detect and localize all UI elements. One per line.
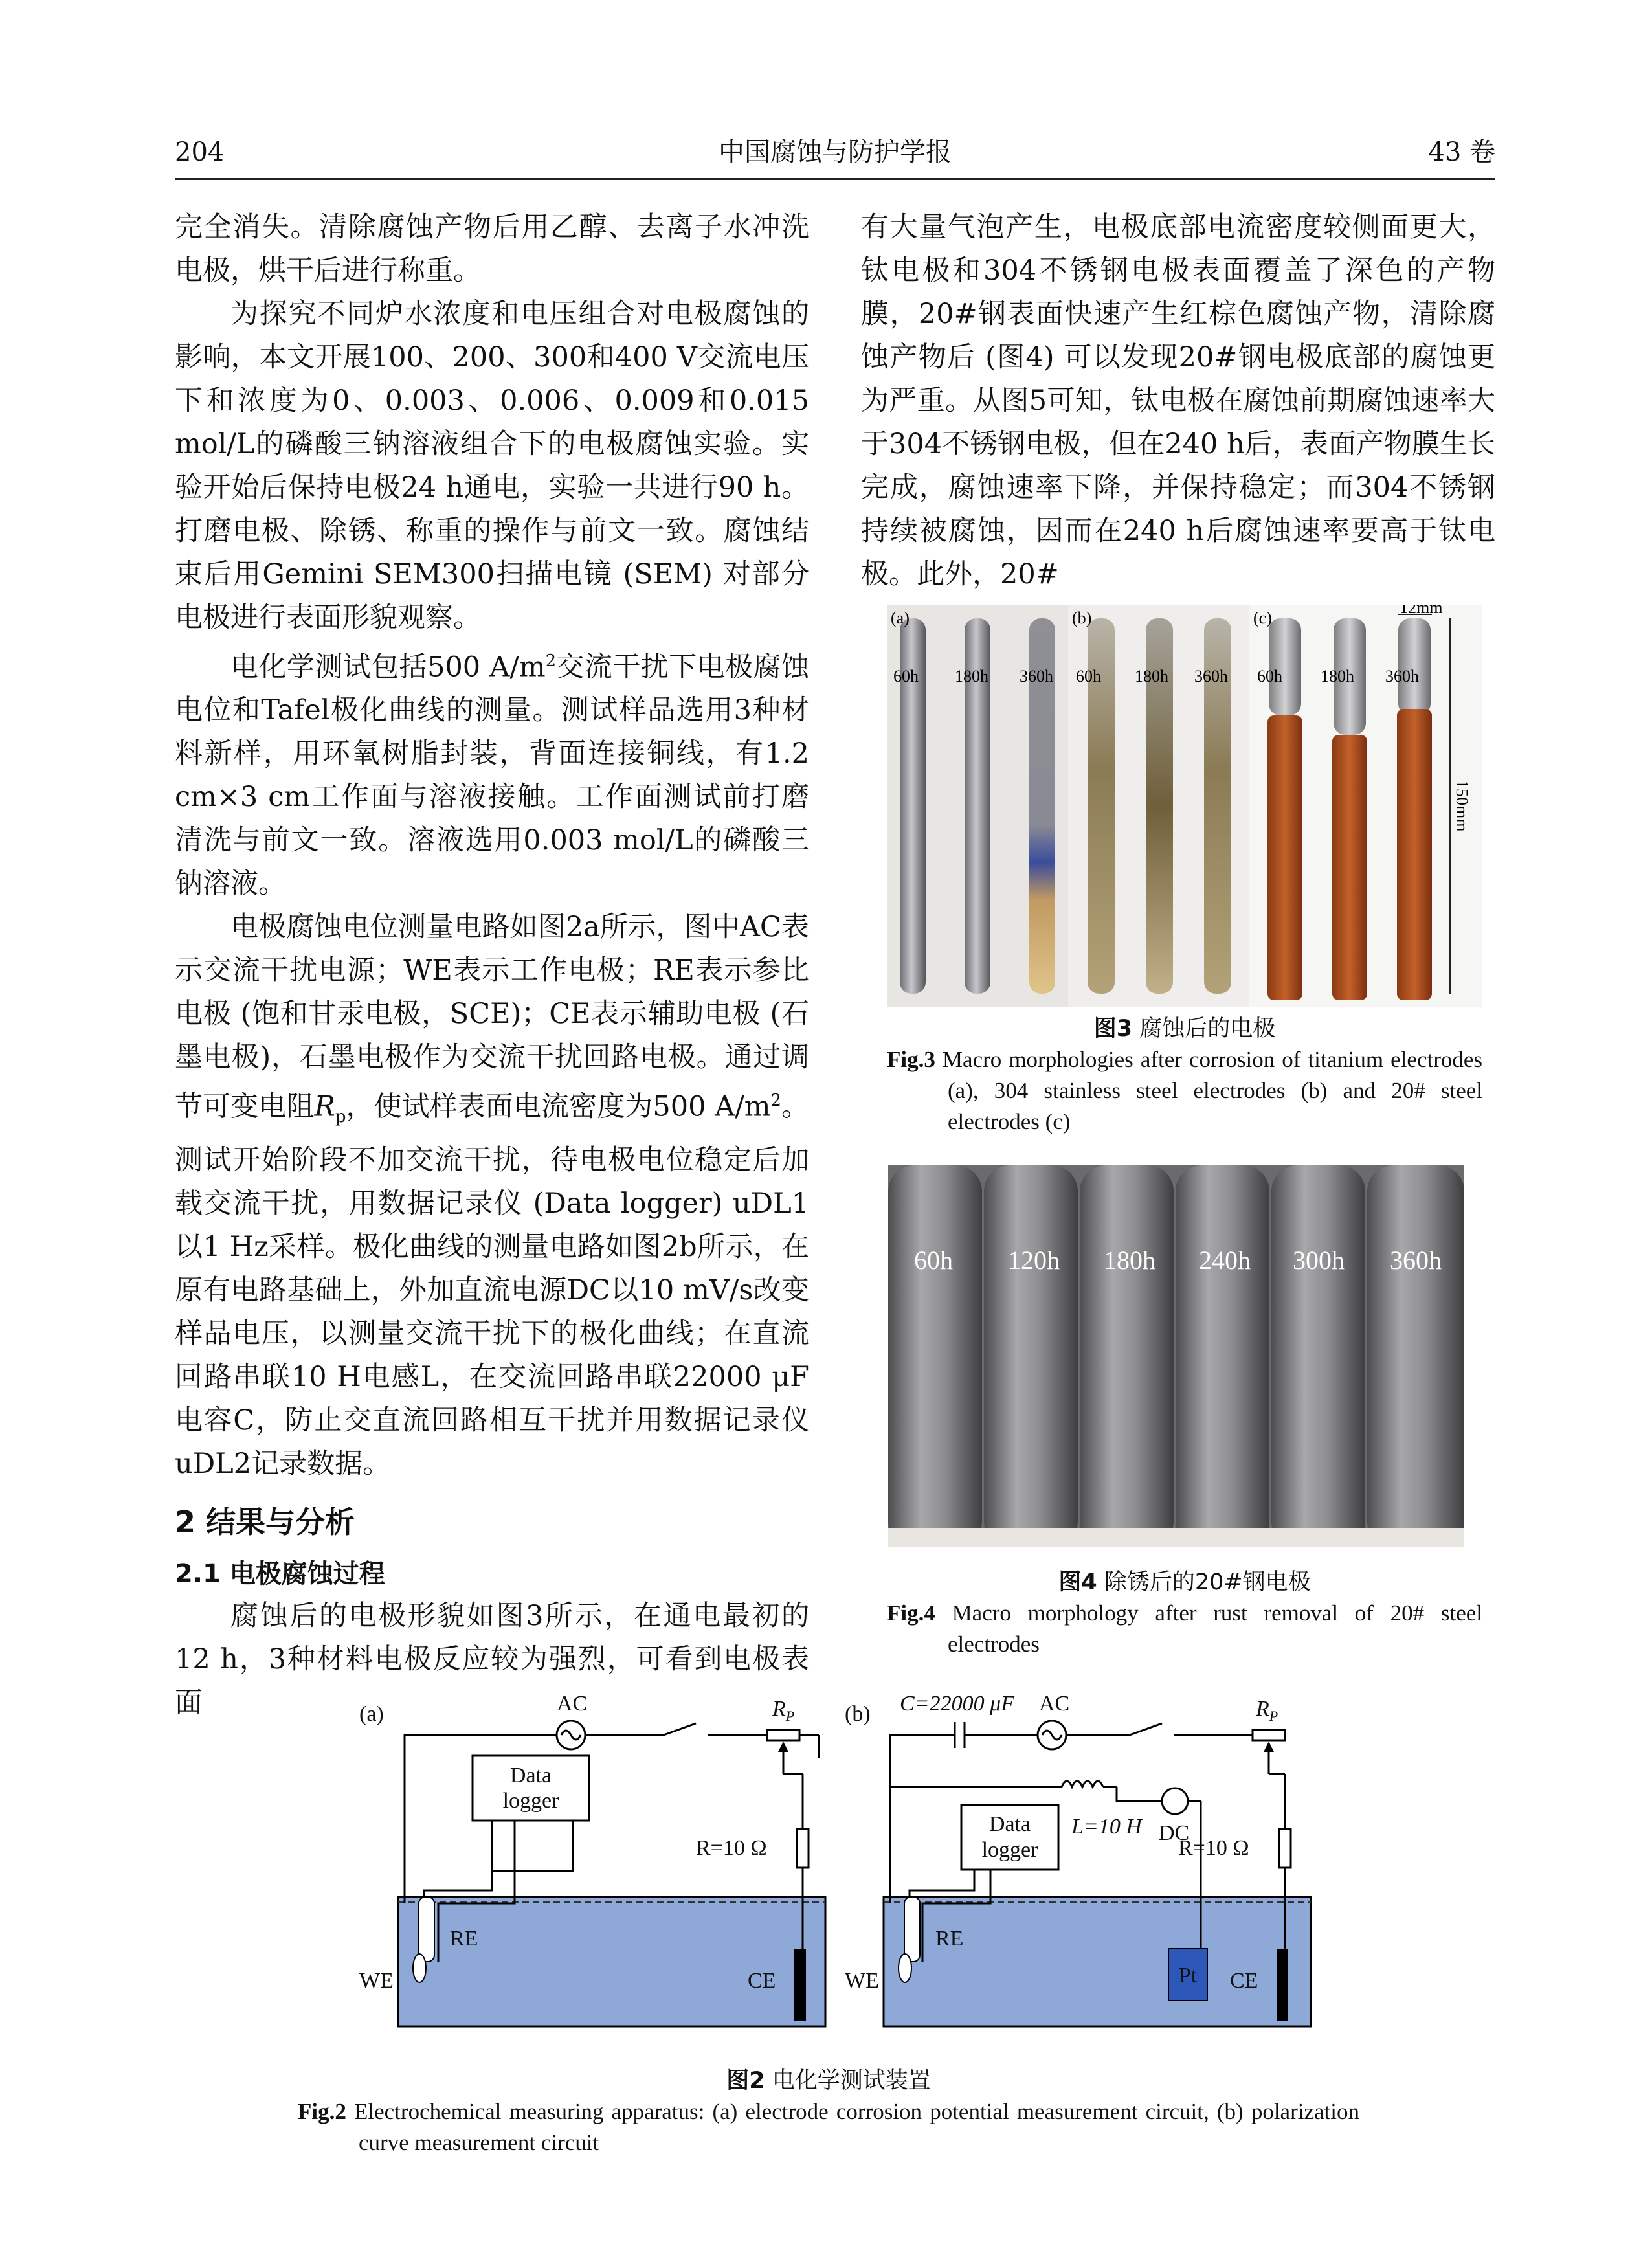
caption-en: [298, 2096, 1359, 2158]
rp-symbol: R: [1256, 1697, 1269, 1721]
ac-label: AC: [1039, 1692, 1070, 1716]
panel-label: (c): [1253, 609, 1272, 627]
rod-label: 300h: [1293, 1246, 1345, 1275]
caption-en: [887, 1044, 1482, 1138]
rod-label: 360h: [1194, 667, 1228, 686]
superscript: 2: [770, 1091, 781, 1111]
pt-label: Pt: [1178, 1964, 1198, 1988]
caption-text: Macro morphology after rust removal of 20# steel electrodes: [948, 1600, 1482, 1657]
symbol: R: [314, 1090, 335, 1123]
figure-2-diagram: [353, 1683, 1363, 2046]
rod-label: 360h: [1390, 1246, 1442, 1275]
panel-label: (a): [891, 609, 910, 627]
rp-label: [772, 1697, 794, 1724]
we-label: WE: [845, 1969, 879, 1993]
panel-label: (a): [359, 1702, 384, 1726]
caption-label: Fig.4: [887, 1600, 935, 1626]
caption-label: 图3: [1093, 1016, 1133, 1042]
paragraph: [175, 640, 809, 906]
running-header: [175, 133, 1495, 178]
rod-label: 360h: [1385, 667, 1419, 686]
section-heading: 2 结果与分析: [175, 1505, 355, 1540]
ce-label: CE: [1230, 1969, 1258, 1993]
journal-title: 中国腐蚀与防护学报: [719, 137, 952, 167]
rod-label: 180h: [955, 667, 988, 686]
text-run: ，使试样表面电流密度为500 A/m: [346, 1090, 771, 1123]
caption-cn: [887, 1013, 1482, 1044]
text-run: 电极腐蚀电位测量电路如图2a所示，图中AC表示交流干扰电源；WE表示工作电极；RE表示参比电极 (饱和甘汞电极，SCE)；CE表示辅助电极 (石墨电极)，石墨电极作为交流干扰回路电极。通过调节可变电阻: [175, 911, 809, 1123]
page-number: 204: [175, 137, 225, 167]
rod-label: 60h: [1257, 667, 1282, 686]
text-run: 电化学测试包括500 A/m: [230, 651, 546, 684]
panel-label: (b): [845, 1702, 871, 1726]
panel-label: (b): [1072, 609, 1092, 627]
caption-text: 电化学测试装置: [772, 2068, 931, 2094]
electrode-photo-illustration: [887, 605, 1482, 1007]
paragraph: 腐蚀后的电极形貌如图3所示，在通电最初的12 h，3种材料电极反应较为强烈，可看到电极表面: [175, 1600, 809, 1720]
paragraph: 完全消失。清除腐蚀产物后用乙醇、去离子水冲洗电极，烘干后进行称重。: [175, 211, 809, 287]
width-scale-label: 12mm: [1400, 605, 1443, 617]
rod-label: 180h: [1321, 667, 1354, 686]
rod-label: 240h: [1199, 1246, 1251, 1275]
caption-en: [887, 1598, 1482, 1660]
rod-label: 60h: [893, 667, 919, 686]
rp-subscript: P: [1269, 1708, 1278, 1724]
re-label: RE: [935, 1927, 964, 1951]
caption-cn: [887, 1567, 1482, 1598]
figure-2-caption: [298, 2065, 1359, 2158]
text-run: 。测试开始阶段不加交流干扰，待电极电位稳定后加载交流干扰，用数据记录仪 (Data logger) uDL1 以1 Hz采样。极化曲线的测量电路如图2b所示，在原有电路基础上，外加直流电源DC以10 mV/s改变样品电压，以测量交流干扰下的极化曲线；在直流回路串联10 H电感L，在交流回路串联22000 μF电容C，防止交直流回路相互干扰并用数据记录仪uDL2记录数据。: [175, 1090, 810, 1481]
logger-label: logger: [981, 1838, 1038, 1862]
subscript: p: [335, 1107, 346, 1127]
caption-label: 图4: [1058, 1569, 1097, 1595]
caption-label: Fig.3: [887, 1047, 935, 1072]
caption-text: 腐蚀后的电极: [1139, 1016, 1276, 1042]
left-column: [175, 206, 809, 1725]
resistor-label: R=10 Ω: [696, 1836, 767, 1860]
caption-cn: [298, 2065, 1359, 2096]
caption-label: Fig.2: [298, 2099, 346, 2124]
superscript: 2: [545, 651, 557, 671]
text-run: 交流干扰下电极腐蚀电位和Tafel极化曲线的测量。测试样品选用3种材料新样，用环氧树脂封装，背面连接铜线，有1.2 cm×3 cm工作面与溶液接触。工作面测试前打磨清洗与前文一致。溶液选用0.003 mol/L的磷酸三钠溶液。: [175, 651, 809, 901]
derusted-electrode-photo-illustration: [888, 1165, 1464, 1547]
ce-label: CE: [748, 1969, 776, 1993]
we-label: WE: [359, 1969, 394, 1993]
logger-label: Data: [988, 1812, 1031, 1836]
paragraph: [175, 906, 809, 1486]
rod-label: 180h: [1135, 667, 1168, 686]
resistor-label: R=10 Ω: [1178, 1836, 1249, 1860]
figure-3-photo: [887, 605, 1482, 1007]
rod-label: 60h: [1076, 667, 1101, 686]
rod-label: 180h: [1104, 1246, 1155, 1275]
paragraph: 为探究不同炉水浓度和电压组合对电极腐蚀的影响，本文开展100、200、300和400 V交流电压下和浓度为0、0.003、0.006、0.009和0.015 mol/L的磷酸三钠溶液组合下的电极腐蚀实验。实验开始后保持电极24 h通电，实验一共进行90 h。打磨电极、除锈、称重的操作与前文一致。腐蚀结束后用Gemini SEM300扫描电镜 (SEM) 对部分电极进行表面形貌观察。: [175, 298, 809, 634]
dc-label: DC: [1159, 1821, 1190, 1845]
ac-label: AC: [557, 1692, 588, 1716]
logger-label: logger: [502, 1789, 559, 1813]
paragraph: 有大量气泡产生，电极底部电流密度较侧面更大，钛电极和304不锈钢电极表面覆盖了深色的产物膜，20#钢表面快速产生红棕色腐蚀产物，清除腐蚀产物后 (图4) 可以发现20#钢电极底部的腐蚀更为严重。从图5可知，钛电极在腐蚀前期腐蚀速率大于304不锈钢电极，但在240 h后，表面产物膜生长完成，腐蚀速率下降，并保持稳定；而304不锈钢持续被腐蚀，因而在240 h后腐蚀速率要高于钛电极。此外，20#: [861, 211, 1495, 590]
logger-label: Data: [509, 1764, 552, 1788]
rod-label: 360h: [1020, 667, 1053, 686]
rod-label: 120h: [1008, 1246, 1060, 1275]
rp-label: [1255, 1697, 1278, 1724]
rod-label: 60h: [914, 1246, 953, 1275]
rp-subscript: P: [785, 1708, 795, 1724]
volume-label: 43 卷: [1428, 137, 1495, 167]
figure-4-caption: [887, 1567, 1482, 1660]
circuit-diagrams: [353, 1683, 1363, 2046]
caption-text: 除锈后的20#钢电极: [1104, 1569, 1311, 1595]
rp-symbol: R: [772, 1697, 786, 1721]
caption-text: Electrochemical measuring apparatus: (a) electrode corrosion potential measurement circuit, (b) polarization curve measurement circuit: [354, 2099, 1359, 2155]
figure-3-caption: [887, 1013, 1482, 1138]
figure-4-photo: [888, 1165, 1464, 1547]
caption-label: 图2: [726, 2068, 765, 2094]
header-rule: [175, 178, 1495, 180]
inductor-label: L=10 H: [1071, 1815, 1142, 1839]
capacitor-label: C=22000 μF: [900, 1692, 1014, 1716]
subsection-heading: 2.1 电极腐蚀过程: [175, 1559, 385, 1589]
caption-text: Macro morphologies after corrosion of titanium electrodes (a), 304 stainless steel electrodes (b) and 20# steel electrodes (c): [942, 1047, 1483, 1134]
re-label: RE: [450, 1927, 478, 1951]
length-scale-label: 150mm: [1453, 780, 1471, 832]
right-column: [861, 206, 1495, 596]
